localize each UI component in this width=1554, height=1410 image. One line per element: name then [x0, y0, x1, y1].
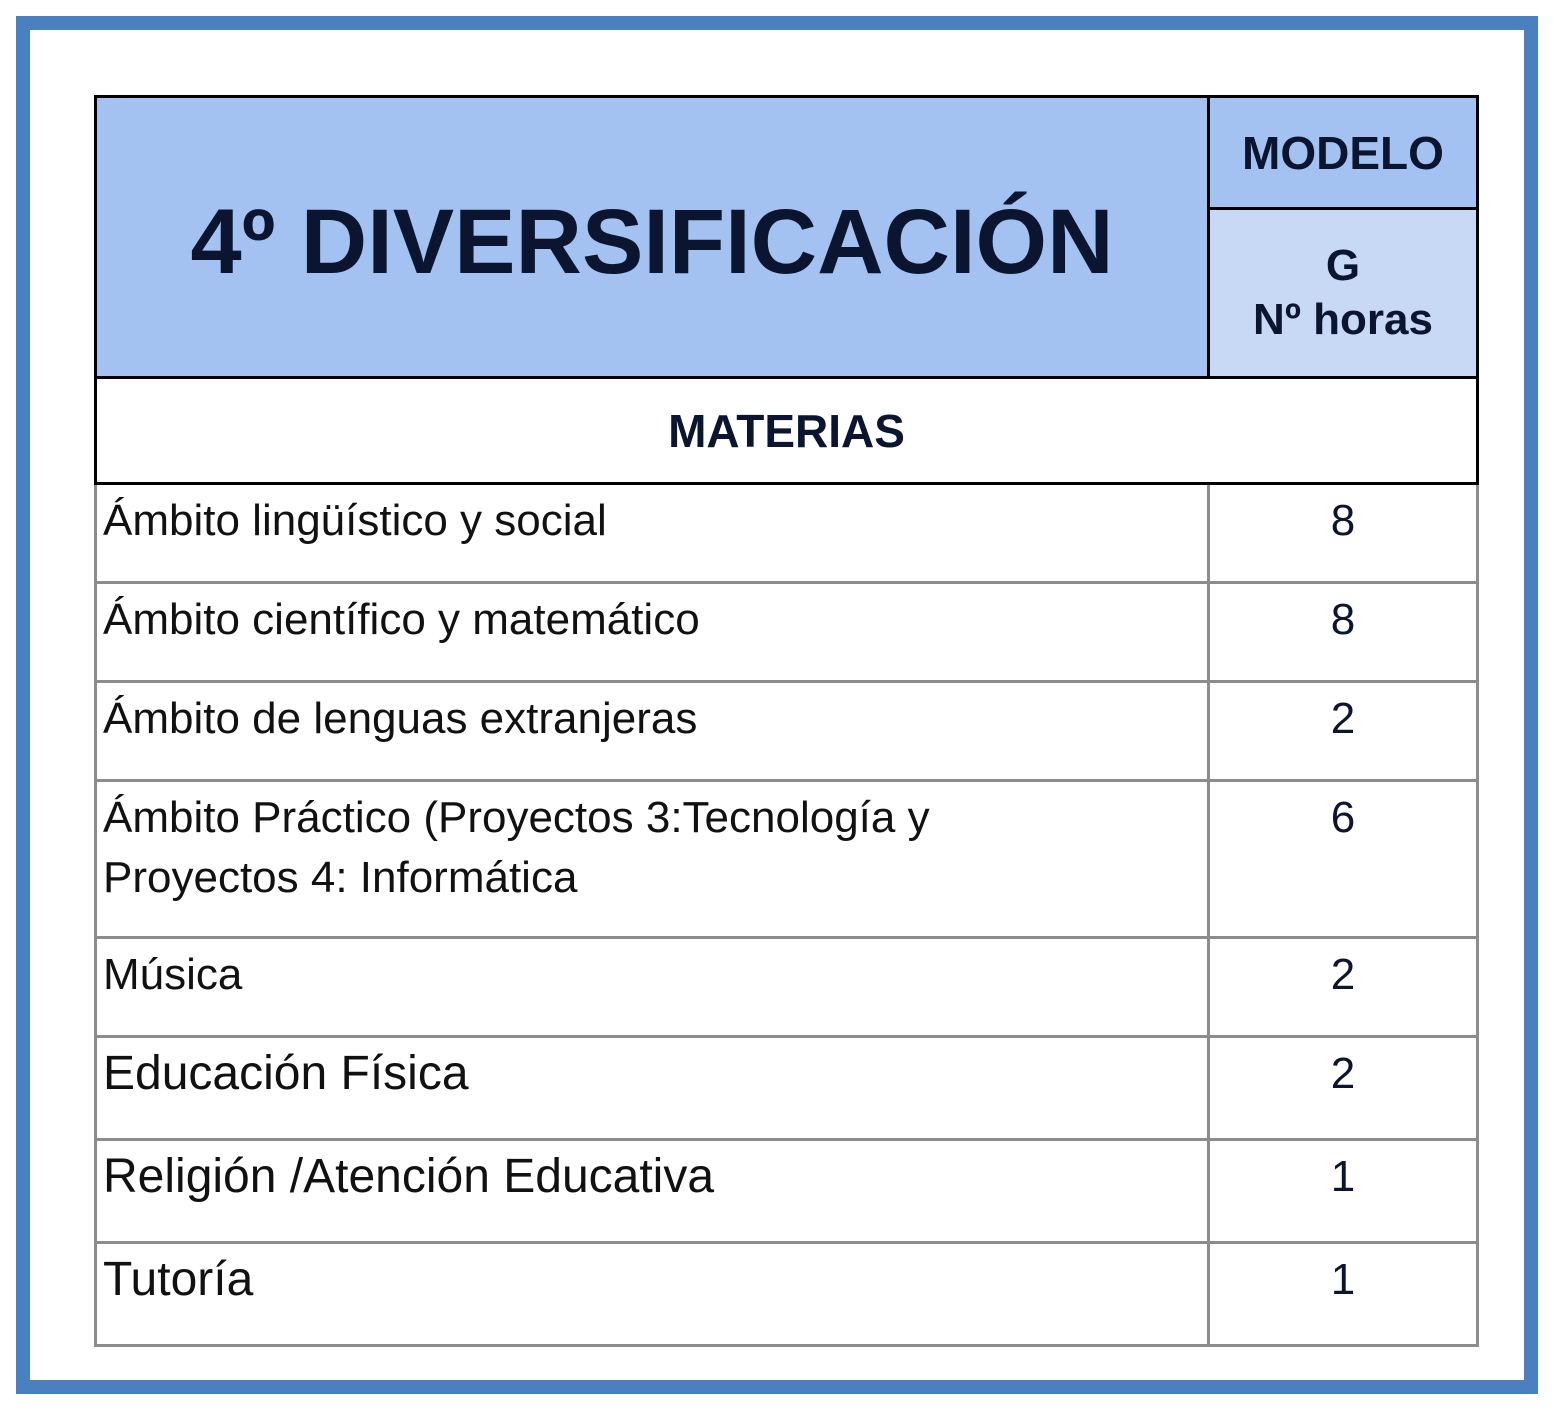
- hours-cell: 6: [1209, 781, 1478, 938]
- subject-cell: Ámbito lingüístico y social: [96, 484, 1209, 583]
- model-hours-header: [1209, 209, 1478, 378]
- hours-cell: 8: [1209, 583, 1478, 682]
- hours-cell: 2: [1209, 1037, 1478, 1140]
- subject-cell: Religión /Atención Educativa: [96, 1140, 1209, 1243]
- subject-cell: Tutoría: [96, 1243, 1209, 1346]
- hours-cell: 2: [1209, 938, 1478, 1037]
- hours-cell: 1: [1209, 1243, 1478, 1346]
- modelo-header: MODELO: [1209, 97, 1478, 209]
- table-row: [96, 1037, 1478, 1140]
- subject-cell: Ámbito de lenguas extranjeras: [96, 682, 1209, 781]
- subject-line: Proyectos 4: Informática: [103, 853, 578, 902]
- table-title: 4º DIVERSIFICACIÓN: [96, 97, 1209, 378]
- section-header: MATERIAS: [96, 378, 1478, 484]
- table-row: [96, 781, 1478, 938]
- table-row: [96, 1243, 1478, 1346]
- table-row: [96, 583, 1478, 682]
- table-row: [96, 682, 1478, 781]
- subject-cell: Ámbito científico y matemático: [96, 583, 1209, 682]
- table-row: [96, 484, 1478, 583]
- subject-cell: Música: [96, 938, 1209, 1037]
- hours-label: Nº horas: [1253, 295, 1433, 345]
- subjects-table: [94, 95, 1479, 1347]
- model-code: G: [1325, 241, 1361, 291]
- table-row: [96, 938, 1478, 1037]
- hours-cell: 8: [1209, 484, 1478, 583]
- table-row: [96, 1140, 1478, 1243]
- hours-cell: 1: [1209, 1140, 1478, 1243]
- subject-cell: [96, 781, 1209, 938]
- subject-cell: Educación Física: [96, 1037, 1209, 1140]
- hours-cell: 2: [1209, 682, 1478, 781]
- subject-line: Ámbito Práctico (Proyectos 3:Tecnología y: [103, 793, 930, 842]
